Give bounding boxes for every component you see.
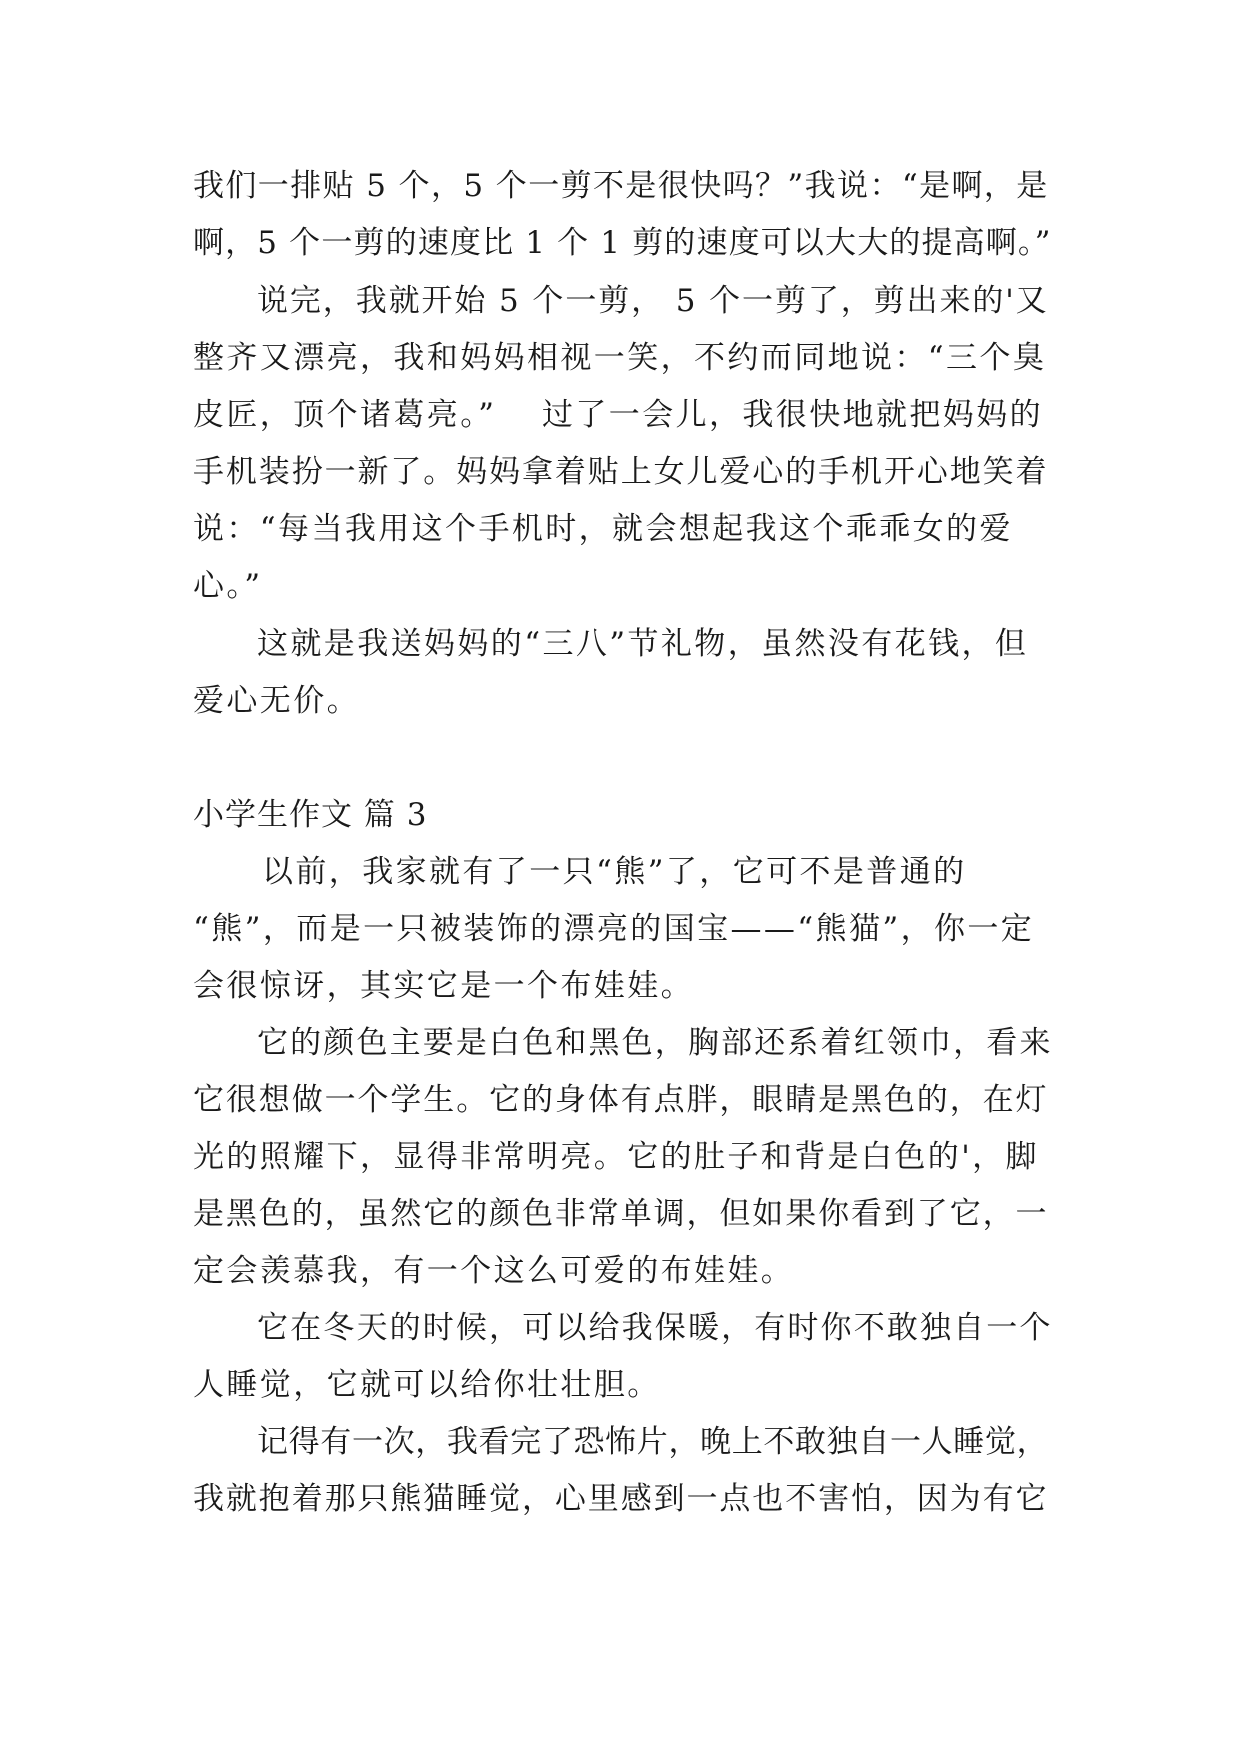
text-line: 手机装扮一新了。妈妈拿着贴上女儿爱心的手机开心地笑着 [193,454,1049,490]
text-line: 啊，5 个一剪的速度比 1 个 1 剪的速度可以大大的提高啊。” [193,225,1052,261]
text-line: 记得有一次，我看完了恐怖片，晚上不敢独自一人睡觉， [257,1424,1049,1460]
section-heading: 小学生作文 篇 3 [193,797,428,833]
text-line: 我们一排贴 5 个，5 个一剪不是很快吗？”我说：“是啊，是 [193,168,1049,204]
text-line: 以前，我家就有了一只“熊”了，它可不是普通的 [262,854,967,890]
text-line: 我就抱着那只熊猫睡觉，心里感到一点也不害怕，因为有它 [193,1481,1049,1517]
text-line: 说：“每当我用这个手机时，就会想起我这个乖乖女的爱 [193,511,1013,547]
text-line: 是黑色的，虽然它的颜色非常单调，但如果你看到了它，一 [193,1196,1049,1232]
text-line: 说完，我就开始 5 个一剪， 5 个一剪了，剪出来的'又 [257,283,1049,319]
text-line: 这就是我送妈妈的“三八”节礼物，虽然没有花钱，但 [257,626,1029,662]
text-line: 爱心无价。 [193,683,360,719]
text-line: 会很惊讶，其实它是一个布娃娃。 [193,968,694,1004]
text-line: 整齐又漂亮，我和妈妈相视一笑，不约而同地说：“三个臭 [193,340,1047,376]
text-line: 定会羡慕我，有一个这么可爱的布娃娃。 [193,1253,795,1289]
text-line: 它在冬天的时候，可以给我保暖，有时你不敢独自一个 [257,1310,1053,1346]
text-line: 光的照耀下，显得非常明亮。它的肚子和背是白色的'，脚 [193,1139,1039,1175]
text-line: 皮匠，顶个诸葛亮。” 过了一会儿，我很快地就把妈妈的 [193,397,1043,433]
text-line: 它很想做一个学生。它的身体有点胖，眼睛是黑色的，在灯 [193,1082,1049,1118]
text-line: 人睡觉，它就可以给你壮壮胆。 [193,1367,661,1403]
text-line: 它的颜色主要是白色和黑色，胸部还系着红领巾，看来 [257,1025,1053,1061]
text-line: “熊”，而是一只被装饰的漂亮的国宝——“熊猫”，你一定 [193,911,1035,947]
text-line: 心。” [193,568,263,604]
